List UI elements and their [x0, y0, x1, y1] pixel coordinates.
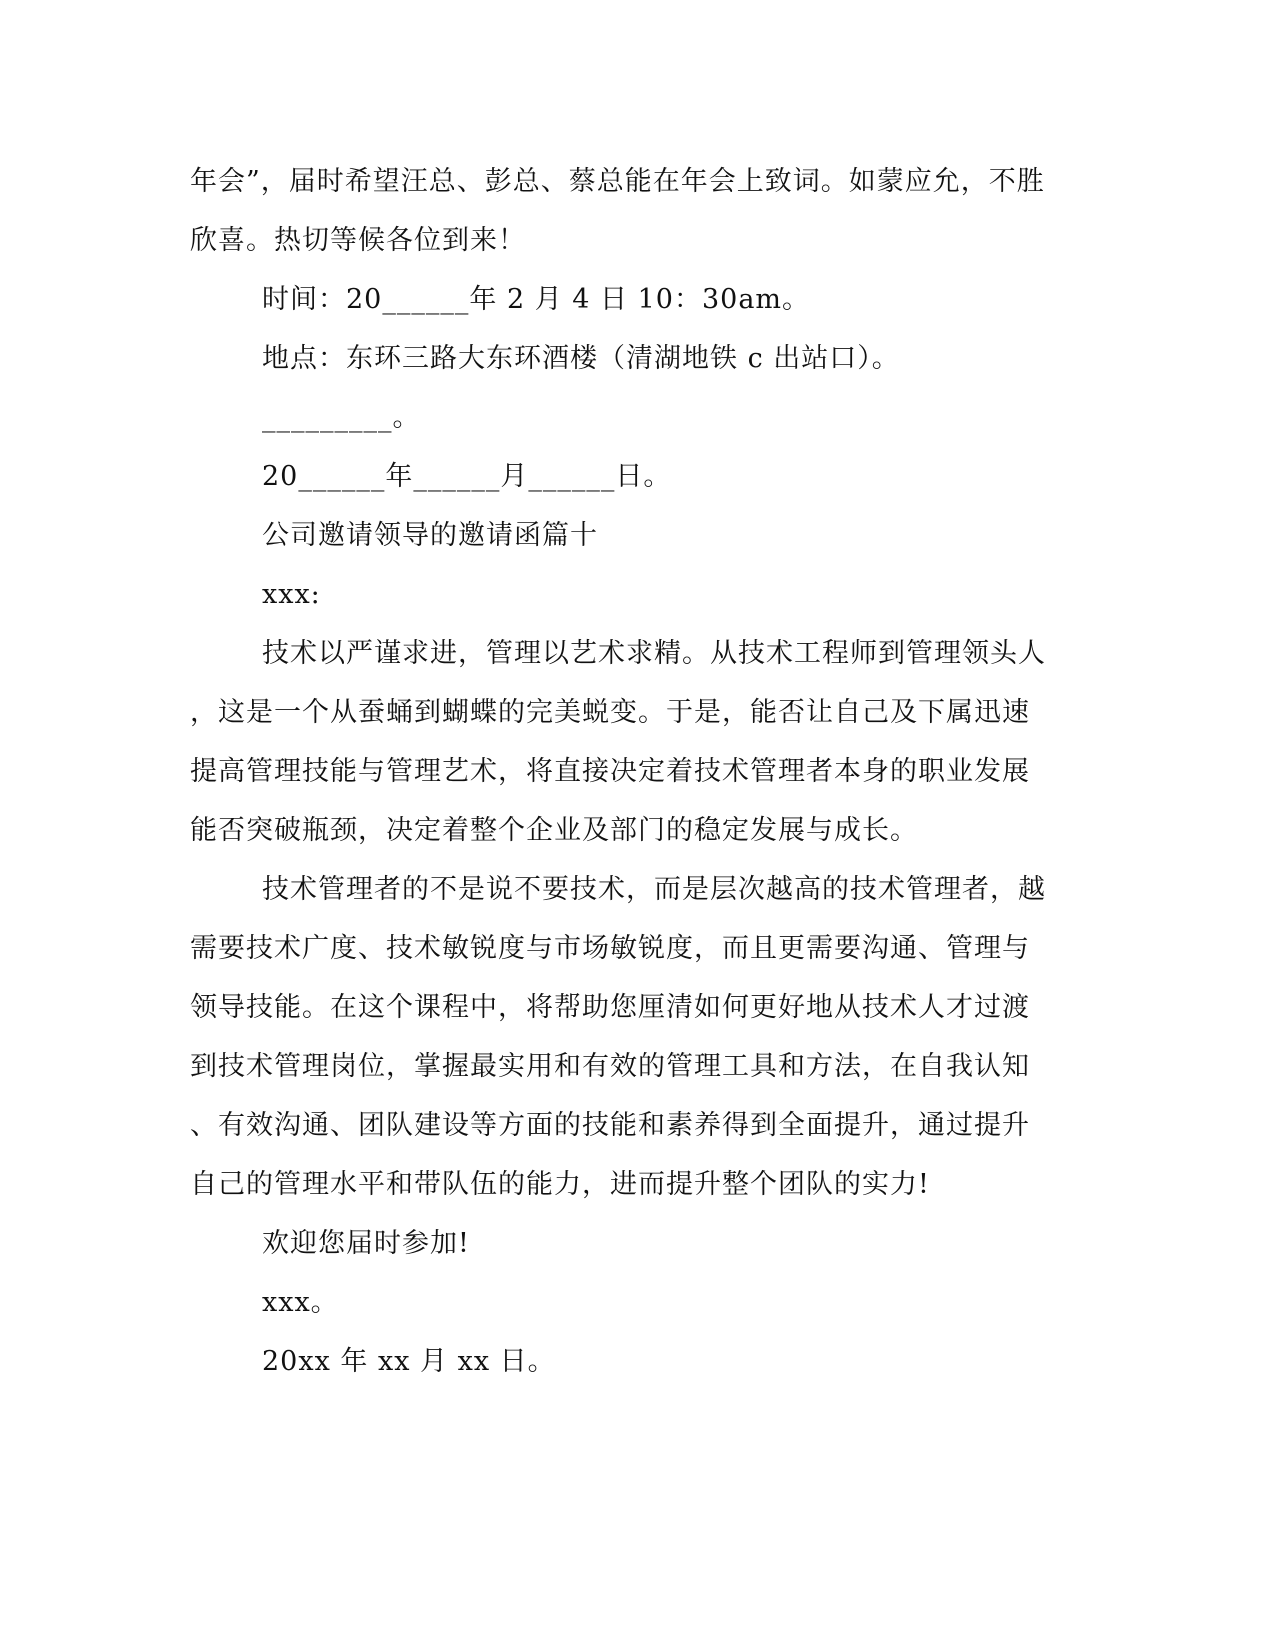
- event-time: 时间：20______年 2 月 4 日 10：30am。: [262, 284, 811, 315]
- date-blank: 20______年______月______日。: [262, 461, 672, 492]
- paragraph-line: 自己的管理水平和带队伍的能力，进而提升整个团队的实力!: [190, 1169, 930, 1200]
- paragraph-line: 年会”，届时希望汪总、彭总、蔡总能在年会上致词。如蒙应允，不胜: [190, 166, 1045, 197]
- signature-blank: _________。: [262, 402, 421, 433]
- paragraph-line: 到技术管理岗位，掌握最实用和有效的管理工具和方法，在自我认知: [190, 1051, 1030, 1082]
- paragraph-line: 能否突破瓶颈，决定着整个企业及部门的稳定发展与成长。: [190, 815, 918, 846]
- paragraph-line: 、有效沟通、团队建设等方面的技能和素养得到全面提升，通过提升: [190, 1110, 1030, 1141]
- signature: xxx。: [262, 1287, 339, 1318]
- section-title: 公司邀请领导的邀请函篇十: [262, 520, 598, 551]
- paragraph-line: 需要技术广度、技术敏锐度与市场敏锐度，而且更需要沟通、管理与: [190, 933, 1030, 964]
- paragraph-line: 技术管理者的不是说不要技术，而是层次越高的技术管理者，越: [262, 874, 1046, 905]
- salutation: xxx:: [262, 579, 321, 610]
- paragraph-line: 技术以严谨求进，管理以艺术求精。从技术工程师到管理领头人: [262, 638, 1046, 669]
- date-line: 20xx 年 xx 月 xx 日。: [262, 1346, 556, 1377]
- closing-line: 欢迎您届时参加!: [262, 1228, 470, 1259]
- paragraph-line: 领导技能。在这个课程中，将帮助您厘清如何更好地从技术人才过渡: [190, 992, 1030, 1023]
- paragraph-line: 提高管理技能与管理艺术，将直接决定着技术管理者本身的职业发展: [190, 756, 1030, 787]
- paragraph-line: ，这是一个从蚕蛹到蝴蝶的完美蜕变。于是，能否让自己及下属迅速: [190, 697, 1030, 728]
- paragraph-line: 欣喜。热切等候各位到来！: [190, 225, 526, 256]
- event-location: 地点：东环三路大东环酒楼（清湖地铁 c 出站口）。: [262, 343, 900, 374]
